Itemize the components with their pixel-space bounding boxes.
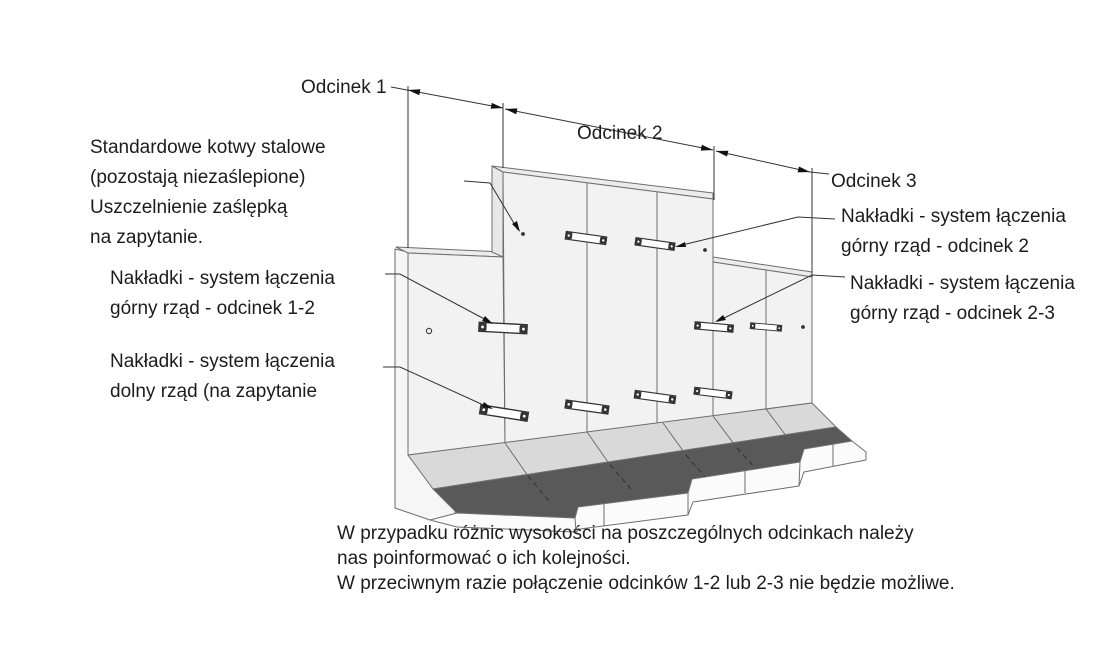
footnote-line-1: W przypadku różnic wysokości na poszczególnych odcinkach należy <box>337 523 914 544</box>
note-anchors-line-3: Uszczelnienie zaślępką <box>90 197 288 218</box>
label-plates-top-2-line-2: górny rząd - odcinek 2 <box>841 236 1029 257</box>
dimension-label-odcinek-1: Odcinek 1 <box>301 77 387 98</box>
note-anchors-line-4: na zapytanie. <box>90 227 204 248</box>
label-plates-top-2-3-line-2: górny rząd - odcinek 2-3 <box>850 303 1055 324</box>
note-anchors-line-2: (pozostają niezaślepione) <box>90 167 306 188</box>
wall-solids <box>395 166 866 532</box>
wall-panel-odcinek-1 <box>408 253 505 455</box>
label-plates-bottom-line-2: dolny rząd (na zapytanie <box>110 381 318 402</box>
wall-edge-strip-odcinek-2 <box>492 166 503 257</box>
wall-panel-odcinek-2 <box>503 172 713 443</box>
label-plates-top-1-2-line-1: Nakładki - system łączenia <box>110 268 335 289</box>
footnote-line-3: W przeciwnym razie połączenie odcinków 1-2 lub 2-3 nie będzie możliwe. <box>337 573 955 594</box>
label-plates-top-2-line-1: Nakładki - system łączenia <box>841 206 1066 227</box>
label-plates-top-1-2-line-2: górny rząd - odcinek 1-2 <box>110 298 315 319</box>
anchor-dot <box>703 248 707 252</box>
note-anchors-line-1: Standardowe kotwy stalowe <box>90 137 326 158</box>
anchor-dot <box>801 325 805 329</box>
dimension-tail-odcinek-3 <box>810 172 829 174</box>
label-plates-top-2-3-line-1: Nakładki - system łączenia <box>850 273 1075 294</box>
anchor-dot <box>521 232 525 236</box>
dimension-line-odcinek-3 <box>716 151 810 172</box>
dimension-label-odcinek-3: Odcinek 3 <box>831 171 917 192</box>
dimension-label-odcinek-2: Odcinek 2 <box>577 123 663 144</box>
plate-upper-joint-1-2 <box>478 322 527 334</box>
label-plates-bottom-line-1: Nakładki - system łączenia <box>110 351 335 372</box>
footnote-line-2: nas poinformować o ich kolejności. <box>337 548 631 569</box>
